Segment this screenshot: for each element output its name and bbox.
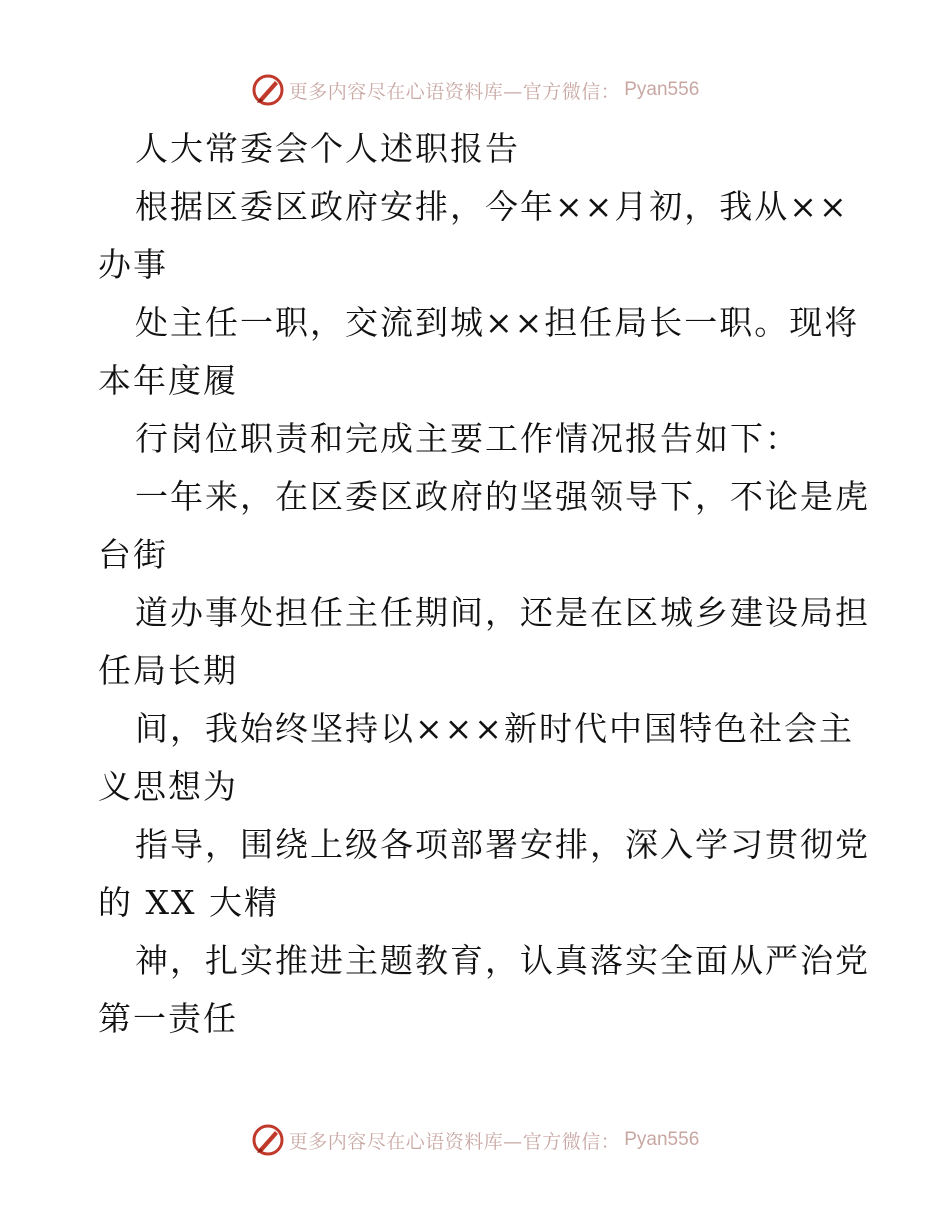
footer-banner	[0, 1120, 950, 1160]
paragraph-line: 的 XX 大精	[98, 883, 279, 922]
paragraph-line: 一年来，在区委区政府的坚强领导下，不论是虎	[135, 477, 870, 516]
paragraph-line: 神，扎实推进主题教育，认真落实全面从严治党	[135, 941, 870, 980]
paragraph-line: 第一责任	[98, 999, 238, 1038]
paragraph-line: 指导，围绕上级各项部署安排，深入学习贯彻党	[135, 825, 870, 864]
document-title: 人大常委会个人述职报告	[135, 129, 520, 168]
paragraph-line: 间，我始终坚持以×××新时代中国特色社会主	[135, 709, 854, 748]
wechat-id: Pyan556	[624, 1129, 700, 1150]
paragraph-line: 道办事处担任主任期间，还是在区城乡建设局担	[135, 593, 870, 632]
paragraph-line: 根据区委区政府安排，今年××月初，我从××	[135, 187, 849, 226]
paragraph-line: 处主任一职，交流到城××担任局长一职。现将	[135, 303, 860, 342]
wechat-id: Pyan556	[624, 79, 700, 100]
pen-logo-icon	[251, 1123, 285, 1157]
document-body	[98, 120, 870, 1048]
paragraph-line: 行岗位职责和完成主要工作情况报告如下：	[135, 419, 800, 458]
paragraph-line: 本年度履	[98, 361, 238, 400]
paragraph-line: 任局长期	[98, 651, 238, 690]
banner-text: 更多内容尽在心语资料库—官方微信：	[288, 1130, 621, 1153]
banner-text: 更多内容尽在心语资料库—官方微信：	[288, 80, 621, 103]
paragraph-line: 台街	[98, 535, 168, 574]
header-banner	[0, 70, 950, 110]
paragraph-line: 义思想为	[98, 767, 238, 806]
pen-logo-icon	[251, 73, 285, 107]
paragraph-line: 办事	[98, 245, 168, 284]
